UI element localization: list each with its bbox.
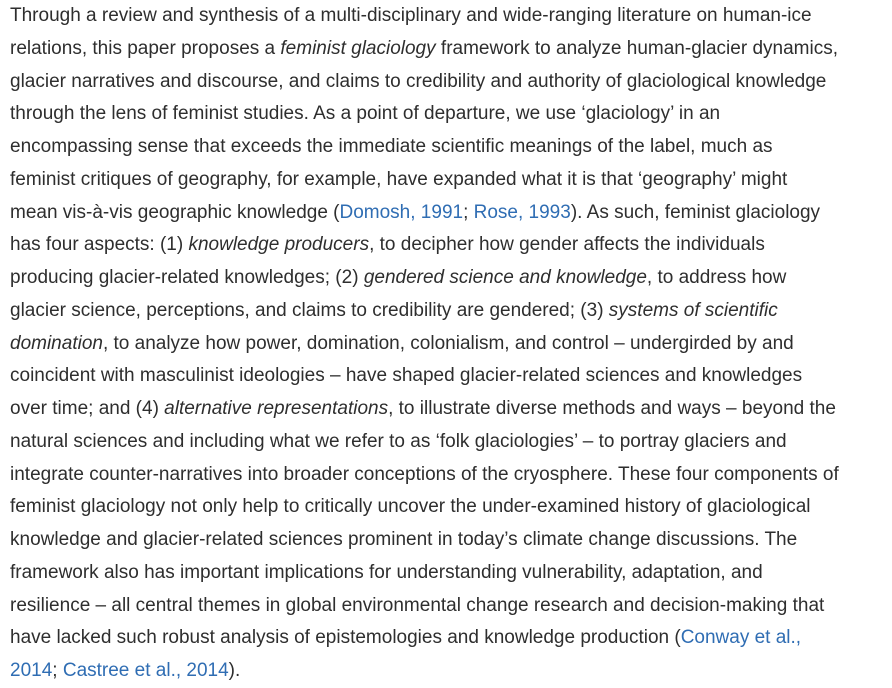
text-span: feminist critiques of geography, for example, have expanded what it is that ‘geography’ might xyxy=(10,168,788,190)
abstract-paragraph xyxy=(10,0,839,688)
text-span: ; xyxy=(52,660,63,681)
text-line xyxy=(10,622,839,655)
citation-link[interactable]: 2014 xyxy=(10,660,53,681)
text-span: , to illustrate diverse methods and ways – beyond the xyxy=(388,398,836,419)
text-line xyxy=(10,393,839,426)
text-span: ). xyxy=(228,660,241,681)
text-span: through the lens of feminist studies. As a point of departure, we use ‘glaciology’ in an xyxy=(10,103,721,125)
text-line xyxy=(10,459,839,492)
text-line xyxy=(10,164,839,197)
text-line xyxy=(10,33,839,66)
text-span: , to decipher how gender affects the individuals xyxy=(369,234,765,256)
text-line xyxy=(10,229,839,262)
text-line xyxy=(10,131,839,164)
text-line xyxy=(10,0,839,33)
text-span: Through a review and synthesis of a multi-disciplinary and wide-ranging literature on human-ice xyxy=(10,5,812,26)
emphasized-text: systems of scientific xyxy=(608,299,778,321)
text-span: glacier science, perceptions, and claims to credibility are gendered; (3) xyxy=(10,299,609,321)
text-line xyxy=(10,590,839,623)
text-line xyxy=(10,262,839,295)
text-span: over time; and (4) xyxy=(10,398,165,419)
text-span: framework to analyze human-glacier dynamics, xyxy=(435,37,838,59)
citation-link[interactable]: Conway et al., xyxy=(680,627,802,649)
text-span: have lacked such robust analysis of epistemologies and knowledge production ( xyxy=(10,627,681,649)
text-span: natural sciences and including what we refer to as ‘folk glaciologies’ – to portray glaciers and xyxy=(10,430,787,452)
text-span: encompassing sense that exceeds the immediate scientific meanings of the label, much as xyxy=(10,136,773,157)
text-span: has four aspects: (1) xyxy=(10,234,189,256)
text-line xyxy=(10,491,839,524)
text-span: feminist glaciology not only help to critically uncover the under-examined history of glaciological xyxy=(10,496,811,518)
text-line xyxy=(10,360,839,393)
text-span: , to analyze how power, domination, colonialism, and control – undergirded by and xyxy=(102,332,794,354)
text-span: resilience – all central themes in global environmental change research and decision-making that xyxy=(10,594,825,616)
text-line xyxy=(10,524,839,557)
text-line xyxy=(10,98,839,131)
citation-link[interactable]: Castree et al., 2014 xyxy=(62,660,229,681)
text-span: integrate counter-narratives into broader conceptions of the cryosphere. These four components of xyxy=(10,463,839,485)
text-span: relations, this paper proposes a xyxy=(10,37,281,59)
text-span: framework also has important implications for understanding vulnerability, adaptation, and xyxy=(10,561,763,583)
text-line xyxy=(10,197,839,230)
emphasized-text: domination xyxy=(10,332,103,354)
text-line xyxy=(10,557,839,590)
text-span: ). As such, feminist glaciology xyxy=(570,201,821,223)
emphasized-text: gendered science and knowledge xyxy=(363,267,647,288)
text-line xyxy=(10,66,839,99)
text-span: mean vis-à-vis geographic knowledge ( xyxy=(10,201,340,223)
citation-link[interactable]: Rose, 1993 xyxy=(473,201,571,223)
text-line xyxy=(10,328,839,361)
text-span: glacier narratives and discourse, and claims to credibility and authority of glaciological knowledge xyxy=(10,70,827,92)
emphasized-text: feminist glaciology xyxy=(280,37,436,59)
text-line xyxy=(10,426,839,459)
emphasized-text: knowledge producers xyxy=(188,234,370,256)
text-span: producing glacier-related knowledges; (2) xyxy=(10,267,364,288)
citation-link[interactable]: Domosh, 1991 xyxy=(339,201,464,223)
text-span: ; xyxy=(463,201,474,223)
text-line xyxy=(10,295,839,328)
emphasized-text: alternative representations xyxy=(164,398,389,419)
text-line xyxy=(10,655,839,688)
text-span: knowledge and glacier-related sciences prominent in today’s climate change discussions. The xyxy=(10,529,798,550)
text-span: , to address how xyxy=(646,267,787,288)
text-span: coincident with masculinist ideologies – have shaped glacier-related sciences and knowledges xyxy=(10,365,803,387)
